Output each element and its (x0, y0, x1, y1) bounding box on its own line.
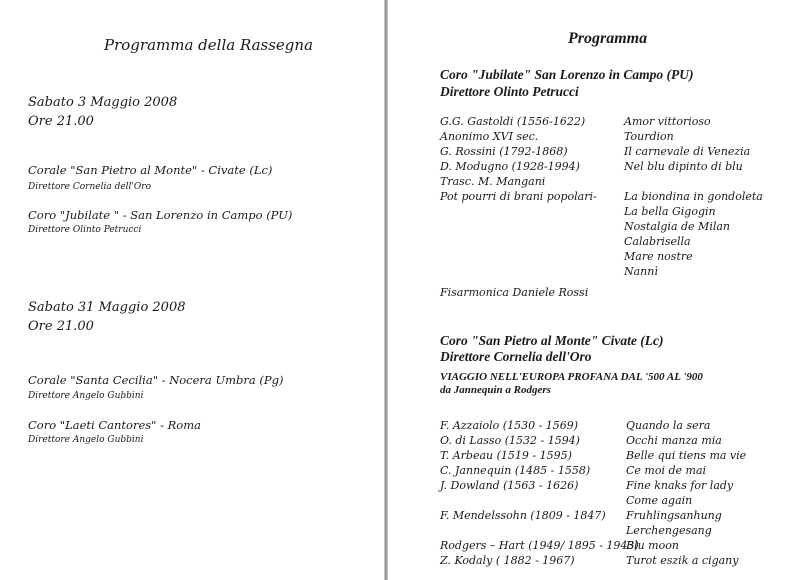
composer: Z. Kodaly ( 1882 - 1967) (440, 554, 575, 567)
piece-title: La bella Gigogin (624, 205, 716, 218)
right-page (388, 0, 800, 580)
composer: O. di Lasso (1532 - 1594) (440, 434, 580, 447)
concert-2-subtitle-2: da Jannequin a Rodgers (440, 384, 551, 396)
concert-1-accordion-note: Fisarmonica Daniele Rossi (440, 286, 589, 299)
concert-2-director: Direttore Cornelia dell'Oro (440, 349, 592, 364)
event-1-choir-2-director: Direttore Olinto Petrucci (28, 225, 142, 235)
composer: G. Rossini (1792-1868) (440, 145, 568, 158)
program-row (440, 523, 790, 538)
program-row (440, 159, 790, 174)
piece-title: Nannì (624, 265, 658, 278)
event-2-choir-2-name: Coro "Laeti Cantores" - Roma (28, 418, 201, 432)
program-row (440, 189, 790, 204)
piece-title: Fruhlingsanhung (626, 509, 722, 522)
composer: Rodgers – Hart (1949/ 1895 - 1943) (440, 539, 639, 552)
program-row (440, 114, 790, 129)
piece-title: Quando la sera (626, 419, 711, 432)
piece-title: Nostalgia de Milan (624, 220, 730, 233)
piece-title: Ce moi de mai (626, 464, 707, 477)
event-2-choir-1-director: Direttore Angelo Gubbini (28, 391, 144, 401)
program-row (440, 478, 790, 493)
event-1-choir-1-name: Corale "San Pietro al Monte" - Civate (Lc) (28, 163, 273, 177)
program-row (440, 129, 790, 144)
event-2-date: Sabato 31 Maggio 2008 (28, 300, 186, 315)
concert-2-subtitle: VIAGGIO NELL'EUROPA PROFANA DAL '500 AL '900 (440, 371, 703, 383)
concert-2-choir: Coro "San Pietro al Monte" Civate (Lc) (440, 333, 664, 348)
program-row (440, 493, 790, 508)
event-2-time: Ore 21.00 (28, 319, 94, 334)
piece-title: Calabrisella (624, 235, 691, 248)
concert-2-program-list (440, 418, 790, 568)
concert-1-program-list (440, 114, 790, 279)
event-2-choir-1-name: Corale "Santa Cecilia" - Nocera Umbra (Pg) (28, 373, 284, 387)
piece-title: Nel blu dipinto di blu (624, 160, 743, 173)
program-row (440, 538, 790, 553)
program-row (440, 204, 790, 219)
event-1-choir-2-name: Coro "Jubilate " - San Lorenzo in Campo (PU) (28, 208, 293, 222)
piece-title: Lerchengesang (626, 524, 712, 537)
program-row (440, 448, 790, 463)
program-row (440, 508, 790, 523)
program-row (440, 418, 790, 433)
piece-title: Tourdion (624, 130, 674, 143)
composer: J. Dowland (1563 - 1626) (440, 479, 579, 492)
piece-title: Occhi manza mia (626, 434, 722, 447)
piece-title: Come again (626, 494, 693, 507)
left-page (0, 0, 384, 580)
event-2-choir-2-director: Direttore Angelo Gubbini (28, 435, 144, 445)
composer: D. Modugno (1928-1994) (440, 160, 580, 173)
piece-title: Fine knaks for lady (626, 479, 734, 492)
piece-title: Mare nostre (624, 250, 693, 263)
piece-title: La biondina in gondoleta (624, 190, 763, 203)
concert-1-director: Direttore Olinto Petrucci (440, 84, 579, 99)
left-page-title: Programma della Rassegna (104, 36, 314, 54)
program-row (440, 174, 790, 189)
composer: F. Azzaiolo (1530 - 1569) (440, 419, 579, 432)
composer: Pot pourri di brani popolari- (440, 190, 597, 203)
program-row (440, 463, 790, 478)
program-row (440, 234, 790, 249)
piece-title: Turot eszik a cigany (626, 554, 739, 567)
composer: Anonimo XVI sec. (440, 130, 539, 143)
piece-title: Il carnevale di Venezia (624, 145, 751, 158)
composer: C. Jannequin (1485 - 1558) (440, 464, 591, 477)
piece-title: Blu moon (626, 539, 679, 552)
program-row (440, 264, 790, 279)
event-1-time: Ore 21.00 (28, 114, 94, 129)
program-row (440, 433, 790, 448)
composer: F. Mendelssohn (1809 - 1847) (440, 509, 606, 522)
event-1-choir-1-director: Direttore Cornelia dell'Oro (28, 182, 151, 192)
program-row (440, 219, 790, 234)
piece-title: Amor vittorioso (624, 115, 711, 128)
piece-title: Belle qui tiens ma vie (626, 449, 747, 462)
right-page-title: Programma (568, 30, 648, 47)
composer: G.G. Gastoldi (1556-1622) (440, 115, 586, 128)
program-row (440, 144, 790, 159)
concert-1-choir: Coro "Jubilate" San Lorenzo in Campo (PU) (440, 67, 694, 82)
composer: T. Arbeau (1519 - 1595) (440, 449, 572, 462)
program-row (440, 249, 790, 264)
event-1-date: Sabato 3 Maggio 2008 (28, 95, 178, 110)
composer: Trasc. M. Mangani (440, 175, 546, 188)
program-row (440, 553, 790, 568)
